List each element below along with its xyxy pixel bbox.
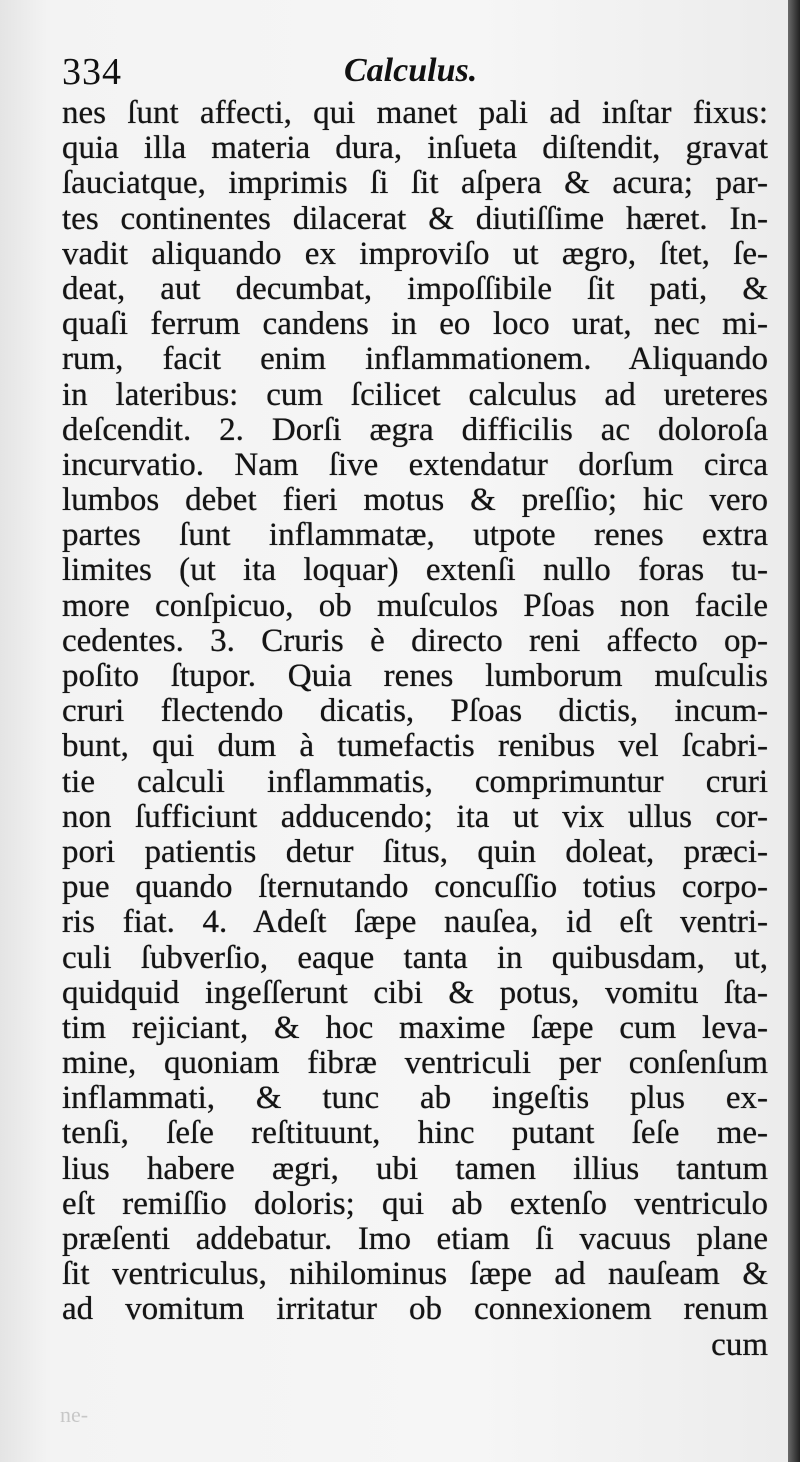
text-line: mine, quoniam fibræ ventriculi per conſenſum [62, 1046, 768, 1082]
text-line: lius habere ægri, ubi tamen illius tantum [62, 1151, 768, 1187]
text-line: poſito ſtupor. Quia renes lumborum muſculis [62, 659, 768, 694]
text-line: præſenti addebatur. Imo etiam ſi vacuus plane [62, 1222, 768, 1257]
bleed-through-text: ne- [60, 1402, 89, 1427]
text-line: tes continentes dilacerat & diutiſſime hæret. In- [62, 201, 768, 237]
text-line: partes ſunt inflammatæ, utpote renes extra [62, 518, 768, 554]
text-line: cruri flectendo dicatis, Pſoas dictis, incum- [62, 694, 768, 730]
text-line: limites (ut ita loquar) extenſi nullo foras tu- [62, 553, 768, 589]
text-line: tim rejiciant, & hoc maxime ſæpe cum leva- [62, 1010, 768, 1046]
text-line: non ſufficiunt adducendo; ita ut vix ullus cor- [62, 799, 768, 835]
text-line: rum, facit enim inflammationem. Aliquando [62, 342, 768, 378]
text-line: pue quando ſternutando concuſſio totius corpo- [62, 870, 768, 906]
text-line: inflammati, & tunc ab ingeſtis plus ex- [62, 1081, 768, 1117]
text-line: quaſi ferrum candens in eo loco urat, nec mi- [62, 307, 768, 343]
text-line: ad vomitum irritatur ob connexionem renum [62, 1292, 768, 1328]
text-line: quia illa materia dura, inſueta diſtendit, gravat [62, 131, 768, 167]
text-line: vadit aliquando ex improviſo ut ægro, ſtet, ſe- [62, 236, 768, 272]
text-line: cedentes. 3. Cruris è directo reni affecto op- [62, 623, 768, 659]
text-line: ſauciatque, imprimis ſi ſit aſpera & acura; par- [62, 166, 768, 202]
running-head: Calculus. [344, 52, 478, 89]
text-line: tie calculi inflammatis, comprimuntur cruri [62, 764, 768, 800]
text-line: in lateribus: cum ſcilicet calculus ad ureteres [62, 377, 768, 413]
body-text [62, 96, 768, 1363]
text-line: deat, aut decumbat, impoſſibile ſit pati, & [62, 271, 768, 307]
text-line: bunt, qui dum à tumefactis renibus vel ſcabri- [62, 729, 768, 765]
text-line: ris fiat. 4. Adeſt ſæpe nauſea, id eſt ventri- [62, 905, 768, 941]
text-line: nes ſunt affecti, qui manet pali ad inſtar fixus: [62, 96, 768, 131]
text-line: eſt remiſſio doloris; qui ab extenſo ventriculo [62, 1186, 768, 1222]
text-line: tenſi, ſeſe reſtituunt, hinc putant ſeſe me- [62, 1116, 768, 1152]
catchword: cum [711, 1327, 768, 1363]
page-number: 334 [62, 51, 122, 93]
page-header [62, 50, 762, 100]
text-line: pori patientis detur ſitus, quin doleat, præci- [62, 834, 768, 870]
text-line: ſit ventriculus, nihilominus ſæpe ad nauſeam & [62, 1257, 768, 1293]
text-line: lumbos debet fieri motus & preſſio; hic vero [62, 483, 768, 519]
text-line: deſcendit. 2. Dorſi ægra difficilis ac doloroſa [62, 412, 768, 448]
text-line: quidquid ingeſſerunt cibi & potus, vomitu ſta- [62, 975, 768, 1011]
text-line: culi ſubverſio, eaque tanta in quibusdam, ut, [62, 940, 768, 976]
text-line: more conſpicuo, ob muſculos Pſoas non facile [62, 588, 768, 624]
text-line: incurvatio. Nam ſive extendatur dorſum circa [62, 447, 768, 483]
